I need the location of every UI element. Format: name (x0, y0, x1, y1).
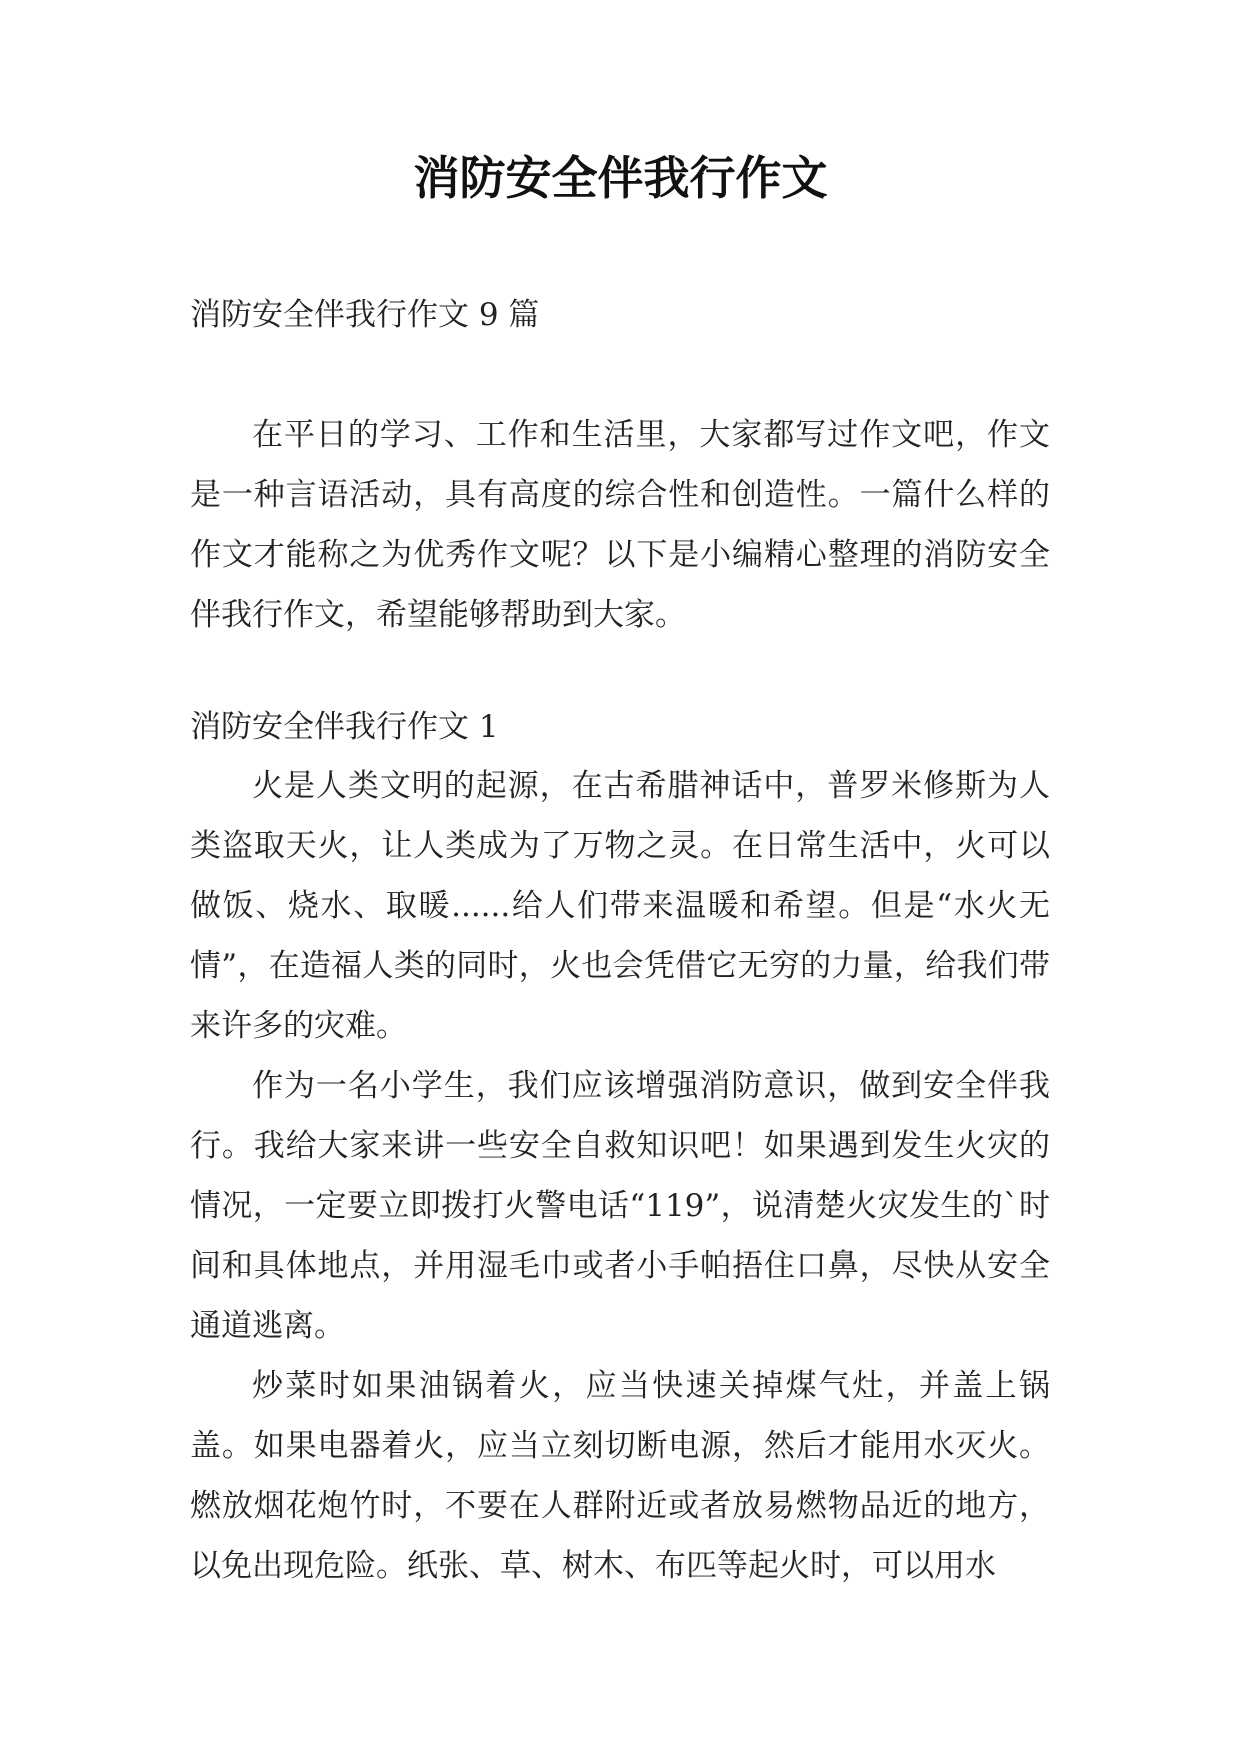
intro-paragraph: 在平日的学习、工作和生活里，大家都写过作文吧，作文是一种言语活动，具有高度的综合性和创造性。一篇什么样的作文才能称之为优秀作文呢？以下是小编精心整理的消防安全伴我行作文，希望能够帮助到大家。 (190, 417, 1050, 633)
intro-section (190, 405, 1050, 645)
document-subtitle: 消防安全伴我行作文 9 篇 (190, 297, 540, 333)
document-title: 消防安全伴我行作文 (413, 151, 828, 205)
essay-paragraph: 火是人类文明的起源，在古希腊神话中，普罗米修斯为人类盗取天火，让人类成为了万物之灵。在日常生活中，火可以做饭、烧水、取暖......给人们带来温暖和希望。但是“水火无情”，在造福人类的同时，火也会凭借它无穷的力量，给我们带来许多的灾难。 (190, 768, 1050, 1044)
essay-body (190, 756, 1050, 1596)
essay-heading: 消防安全伴我行作文 1 (190, 709, 499, 745)
essay-paragraph: 炒菜时如果油锅着火，应当快速关掉煤气灶，并盖上锅盖。如果电器着火，应当立刻切断电源，然后才能用水灭火。燃放烟花炮竹时，不要在人群附近或者放易燃物品近的地方，以免出现危险。纸张、草、树木、布匹等起火时，可以用水 (190, 1368, 1050, 1584)
essay-paragraph: 作为一名小学生，我们应该增强消防意识，做到安全伴我行。我给大家来讲一些安全自救知识吧！如果遇到发生火灾的情况，一定要立即拨打火警电话“119”，说清楚火灾发生的`时间和具体地点，并用湿毛巾或者小手帕捂住口鼻，尽快从安全通道逃离。 (190, 1068, 1050, 1344)
